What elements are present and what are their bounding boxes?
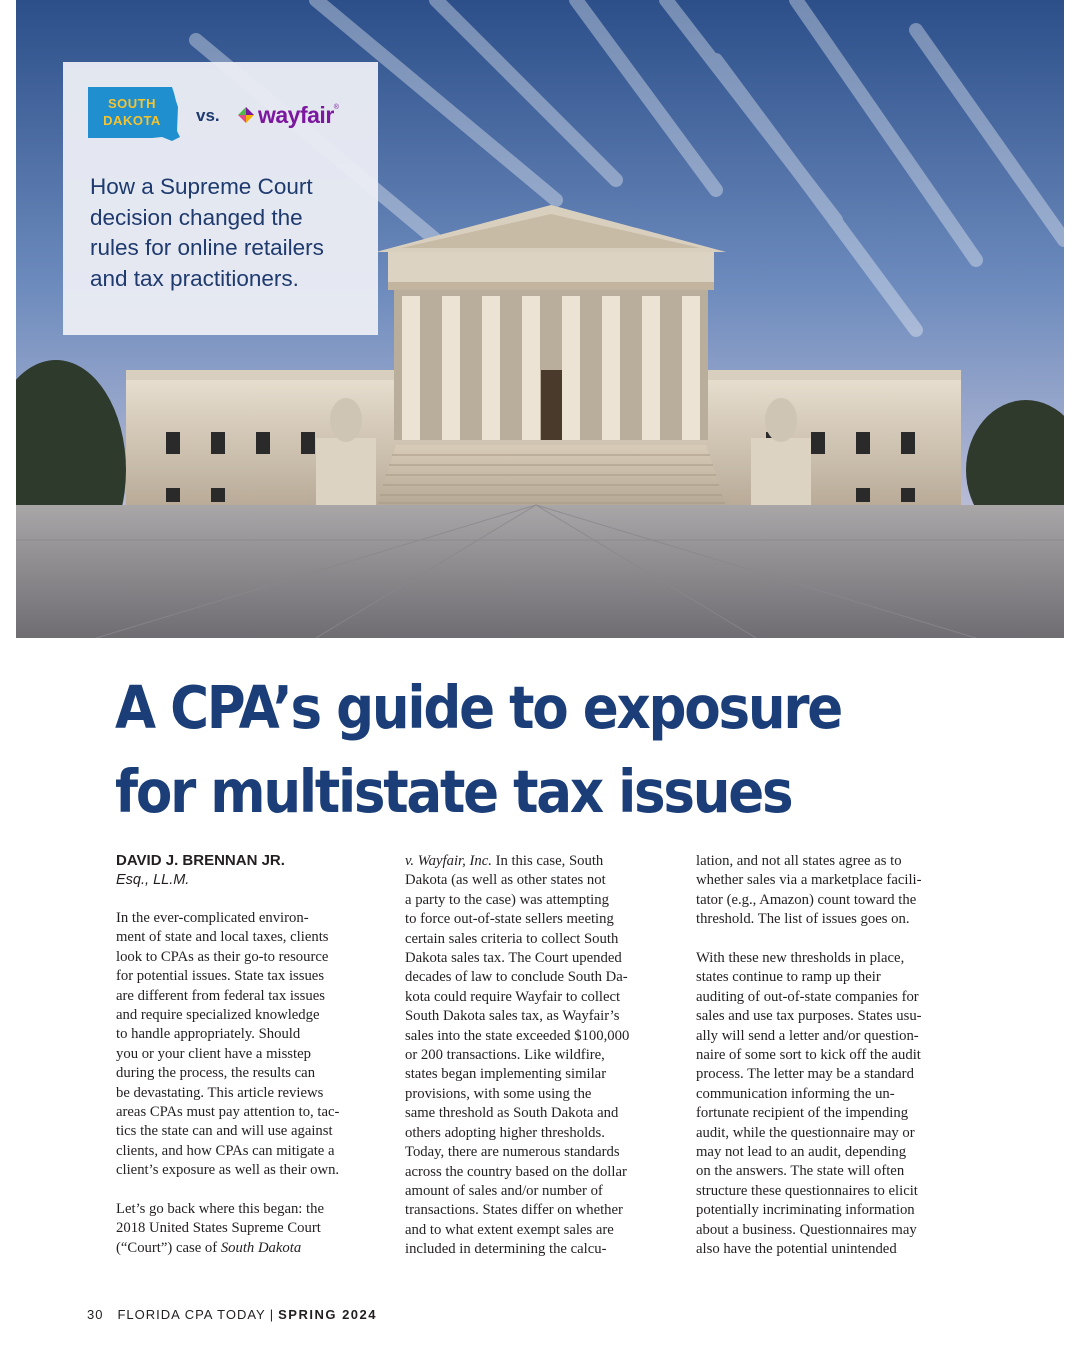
page-number: 30 [87, 1307, 104, 1322]
author-name: DAVID J. BRENNAN JR. [116, 852, 285, 869]
text-line: included in determining the calcu- [405, 1241, 607, 1258]
callout-line: How a Supreme Court [90, 174, 313, 199]
headline-line-2: for multistate tax issues [115, 757, 792, 826]
text-line: decades of law to conclude South Da- [405, 969, 628, 986]
text-line: to handle appropriately. Should [116, 1026, 301, 1043]
magazine-name: FLORIDA CPA TODAY [117, 1307, 266, 1322]
text-line: on the answers. The state will often [696, 1163, 905, 1180]
text-line: structure these questionnaires to elicit [696, 1182, 918, 1199]
text-line: same threshold as South Dakota and [405, 1105, 619, 1122]
text-line: to force out-of-state sellers meeting [405, 911, 614, 928]
text-line: may not lead to an audit, depending [696, 1144, 907, 1161]
text-line: client’s exposure as well as their own. [116, 1162, 340, 1179]
badge-line-2: DAKOTA [103, 113, 161, 128]
body-column-2 [405, 852, 667, 1260]
text-line: you or your client have a misstep [116, 1045, 311, 1062]
text-line: for potential issues. State tax issues [116, 968, 325, 985]
text-line: South Dakota sales tax, as Wayfair’s [405, 1008, 620, 1025]
callout-line: rules for online retailers [90, 235, 324, 260]
paragraph [116, 909, 378, 1181]
text-line: kota could require Wayfair to collect [405, 988, 621, 1005]
text-line: others adopting higher thresholds. [405, 1124, 605, 1141]
wayfair-registered-mark: ® [333, 104, 339, 111]
text-line: lation, and not all states agree as to [696, 853, 902, 869]
text-line: during the process, the results can [116, 1065, 316, 1082]
wayfair-logo [237, 100, 339, 130]
headline-line-1: A CPA’s guide to exposure [115, 673, 842, 742]
footer-separator: | [269, 1307, 275, 1322]
text-line: be devastating. This article reviews [116, 1084, 324, 1101]
text-line: states began implementing similar [405, 1066, 607, 1083]
text-line: fortunate recipient of the impending [696, 1105, 909, 1122]
author-credentials: Esq., LL.M. [116, 872, 190, 888]
south-dakota-badge [88, 87, 182, 141]
callout-box [63, 62, 378, 335]
paragraph [696, 852, 958, 930]
text-line: about a business. Questionnaires may [696, 1221, 917, 1238]
text-line: Let’s go back where this began: the [116, 1201, 325, 1218]
paragraph [405, 852, 667, 1260]
text-line: look to CPAs as their go-to resource [116, 948, 329, 965]
text-line: areas CPAs must pay attention to, tac- [116, 1104, 340, 1121]
callout-line: and tax practitioners. [90, 265, 299, 291]
text-line: and require specialized knowledge [116, 1007, 320, 1024]
versus-label: vs. [196, 106, 220, 125]
text-line: ally will send a letter and/or question- [696, 1027, 919, 1044]
text-run: In this case, South [491, 853, 604, 869]
text-line: provisions, with some using the [405, 1085, 592, 1102]
text-run: (“Court”) case of [116, 1239, 221, 1256]
text-line: auditing of out-of-state companies for [696, 988, 919, 1005]
case-name-italic: South Dakota [220, 1239, 302, 1256]
text-line: potentially incriminating information [696, 1202, 915, 1219]
paragraph [116, 1200, 378, 1258]
text-line: sales and use tax purposes. States usu- [696, 1008, 922, 1025]
issue-label: SPRING 2024 [278, 1307, 377, 1322]
text-line: whether sales via a marketplace facili- [696, 872, 922, 889]
body-column-3 [696, 852, 958, 1260]
text-line: In the ever-complicated environ- [116, 910, 309, 926]
text-line: and to what extent exempt sales are [405, 1221, 614, 1238]
text-line: amount of sales and/or number of [405, 1182, 603, 1199]
text-line: naire of some sort to kick off the audit [696, 1047, 921, 1064]
text-line: audit, while the questionnaire may or [696, 1124, 915, 1141]
text-line: 2018 United States Supreme Court [116, 1220, 321, 1237]
article-headline [115, 666, 925, 834]
callout-deck [90, 172, 370, 294]
callout-line: decision changed the [90, 204, 303, 230]
text-line: With these new thresholds in place, [696, 950, 905, 967]
text-line: Dakota (as well as other states not [405, 872, 606, 889]
text-line: ment of state and local taxes, clients [116, 929, 329, 946]
text-line: sales into the state exceeded $100,000 [405, 1027, 630, 1044]
case-name-italic: v. Wayfair, Inc. [405, 853, 492, 869]
wayfair-pinwheel-icon [237, 106, 255, 124]
text-line: clients, and how CPAs can mitigate a [116, 1142, 335, 1159]
wayfair-wordmark: wayfair [258, 101, 334, 128]
text-line: communication informing the un- [696, 1085, 895, 1102]
text-line: transactions. States differ on whether [405, 1202, 623, 1219]
text-line: across the country based on the dollar [405, 1163, 627, 1180]
text-line: states continue to ramp up their [696, 969, 881, 986]
text-line: Today, there are numerous standards [405, 1144, 620, 1161]
text-line [405, 852, 667, 871]
page-footer [87, 1307, 377, 1322]
text-line: threshold. The list of issues goes on. [696, 911, 910, 928]
paragraph [696, 949, 958, 1260]
text-line: tator (e.g., Amazon) count toward the [696, 891, 917, 908]
text-line: or 200 transactions. Like wildfire, [405, 1047, 605, 1064]
text-line: a party to the case) was attempting [405, 891, 609, 908]
body-column-1 [116, 909, 378, 1258]
badge-line-1: SOUTH [108, 96, 156, 111]
text-line: also have the potential unintended [696, 1241, 897, 1258]
text-line: process. The letter may be a standard [696, 1066, 914, 1083]
text-line: Dakota sales tax. The Court upended [405, 950, 622, 967]
text-line: tics the state can and will use against [116, 1123, 333, 1140]
text-line [116, 1239, 378, 1258]
text-line: are different from federal tax issues [116, 987, 325, 1004]
text-line: certain sales criteria to collect South [405, 930, 619, 947]
